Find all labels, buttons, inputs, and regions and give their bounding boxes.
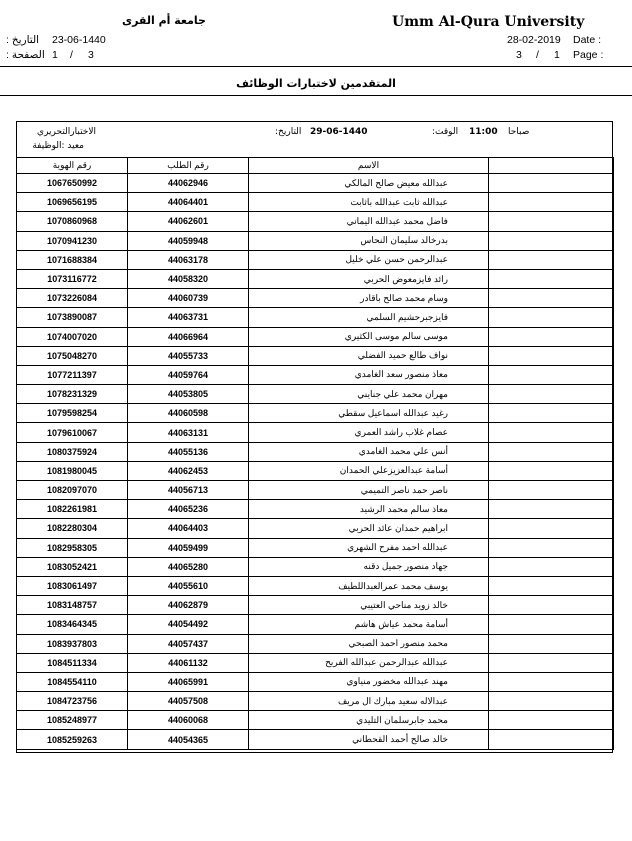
cell-request: 44060598 bbox=[128, 404, 249, 423]
table-row bbox=[17, 692, 614, 711]
cell-id: 1074007020 bbox=[17, 327, 128, 346]
table-row bbox=[17, 634, 614, 653]
header-rule bbox=[0, 66, 632, 67]
cell-id: 1083061497 bbox=[17, 576, 128, 595]
cell-blank bbox=[489, 519, 614, 538]
cell-request: 44059948 bbox=[128, 231, 249, 250]
table-row bbox=[17, 385, 614, 404]
table-row bbox=[17, 193, 614, 212]
table-row bbox=[17, 365, 614, 384]
table-row bbox=[17, 346, 614, 365]
table-row bbox=[17, 308, 614, 327]
cell-blank bbox=[489, 481, 614, 500]
cell-request: 44060739 bbox=[128, 289, 249, 308]
cell-id: 1073226084 bbox=[17, 289, 128, 308]
exam-period: صباحا bbox=[508, 127, 530, 137]
date-label-ar: التاريخ : bbox=[6, 34, 40, 46]
cell-name: فاضل محمد عبدالله اليماني bbox=[249, 212, 489, 231]
cell-request: 44063178 bbox=[128, 250, 249, 269]
cell-id: 1083937803 bbox=[17, 634, 128, 653]
cell-id: 1071688384 bbox=[17, 250, 128, 269]
page-total-ar: 3 bbox=[88, 49, 94, 61]
cell-blank bbox=[489, 538, 614, 557]
col-header-name: الاسم bbox=[249, 158, 489, 174]
cell-blank bbox=[489, 193, 614, 212]
cell-blank bbox=[489, 615, 614, 634]
cell-name: خالد زويد مناحي العتيبي bbox=[249, 596, 489, 615]
cell-blank bbox=[489, 250, 614, 269]
cell-request: 44061132 bbox=[128, 653, 249, 672]
cell-name: عبدالله معيض صالح المالكي bbox=[249, 174, 489, 193]
cell-blank bbox=[489, 596, 614, 615]
cell-id: 1075048270 bbox=[17, 346, 128, 365]
cell-request: 44055733 bbox=[128, 346, 249, 365]
table-row bbox=[17, 653, 614, 672]
cell-id: 1077211397 bbox=[17, 365, 128, 384]
table-row bbox=[17, 174, 614, 193]
exam-date-value: 29-06-1440 bbox=[310, 127, 368, 137]
cell-blank bbox=[489, 557, 614, 576]
table-row bbox=[17, 596, 614, 615]
table-row bbox=[17, 500, 614, 519]
cell-blank bbox=[489, 289, 614, 308]
cell-blank bbox=[489, 212, 614, 231]
cell-request: 44054492 bbox=[128, 615, 249, 634]
cell-request: 44055136 bbox=[128, 442, 249, 461]
table-row bbox=[17, 481, 614, 500]
cell-id: 1085259263 bbox=[17, 730, 128, 749]
cell-id: 1080375924 bbox=[17, 442, 128, 461]
cell-name: عصام غلاب راشد العمري bbox=[249, 423, 489, 442]
cell-blank bbox=[489, 711, 614, 730]
cell-id: 1073890087 bbox=[17, 308, 128, 327]
table-row bbox=[17, 711, 614, 730]
table-row bbox=[17, 461, 614, 480]
cell-request: 44063731 bbox=[128, 308, 249, 327]
cell-id: 1082097070 bbox=[17, 481, 128, 500]
cell-id: 1082280304 bbox=[17, 519, 128, 538]
table-row bbox=[17, 730, 614, 749]
cell-name: عبدالرحمن حسن علي خليل bbox=[249, 250, 489, 269]
col-header-blank bbox=[489, 158, 614, 174]
cell-id: 1082958305 bbox=[17, 538, 128, 557]
cell-name: موسى سالم موسى الكثيري bbox=[249, 327, 489, 346]
page-total-en: 3 bbox=[516, 49, 522, 61]
page-sep-ar: / bbox=[70, 49, 73, 61]
table-row bbox=[17, 576, 614, 595]
cell-blank bbox=[489, 346, 614, 365]
job-title: معيد :الوظيفة bbox=[32, 141, 84, 151]
cell-request: 44063131 bbox=[128, 423, 249, 442]
cell-request: 44062946 bbox=[128, 174, 249, 193]
exam-time-value: 11:00 bbox=[469, 127, 498, 137]
cell-request: 44064403 bbox=[128, 519, 249, 538]
cell-id: 1082261981 bbox=[17, 500, 128, 519]
table-row bbox=[17, 250, 614, 269]
cell-name: أسامة محمد عياش هاشم bbox=[249, 615, 489, 634]
cell-request: 44062453 bbox=[128, 461, 249, 480]
page-num-ar: 1 bbox=[52, 49, 58, 61]
cell-blank bbox=[489, 269, 614, 288]
table-row bbox=[17, 404, 614, 423]
cell-name: محمد منصور احمد الصبحي bbox=[249, 634, 489, 653]
page-label-en: Page : bbox=[573, 49, 604, 61]
cell-name: عبدالله احمد مفرح الشهري bbox=[249, 538, 489, 557]
cell-name: عبدالله عبدالرحمن عبدالله الفريح bbox=[249, 653, 489, 672]
table-row bbox=[17, 557, 614, 576]
university-name-ar: جامعة أم القرى bbox=[122, 14, 206, 27]
cell-request: 44065280 bbox=[128, 557, 249, 576]
cell-id: 1079610067 bbox=[17, 423, 128, 442]
cell-request: 44053805 bbox=[128, 385, 249, 404]
cell-blank bbox=[489, 730, 614, 749]
table-header-row bbox=[17, 158, 614, 174]
col-header-id: رقم الهوية bbox=[17, 158, 128, 174]
table-row bbox=[17, 423, 614, 442]
cell-request: 44066964 bbox=[128, 327, 249, 346]
cell-request: 44057437 bbox=[128, 634, 249, 653]
cell-request: 44062601 bbox=[128, 212, 249, 231]
cell-blank bbox=[489, 634, 614, 653]
cell-id: 1084554110 bbox=[17, 672, 128, 691]
cell-name: ناصر حمد ناصر التميمي bbox=[249, 481, 489, 500]
cell-request: 44058320 bbox=[128, 269, 249, 288]
cell-request: 44059499 bbox=[128, 538, 249, 557]
table-row bbox=[17, 212, 614, 231]
cell-request: 44059764 bbox=[128, 365, 249, 384]
cell-blank bbox=[489, 308, 614, 327]
cell-blank bbox=[489, 672, 614, 691]
cell-name: يوسف محمد عمرالعبداللطيف bbox=[249, 576, 489, 595]
cell-request: 44065236 bbox=[128, 500, 249, 519]
cell-id: 1084723756 bbox=[17, 692, 128, 711]
cell-blank bbox=[489, 692, 614, 711]
cell-id: 1083148757 bbox=[17, 596, 128, 615]
cell-blank bbox=[489, 327, 614, 346]
cell-name: محمد جابرسلمان التليدي bbox=[249, 711, 489, 730]
cell-request: 44057508 bbox=[128, 692, 249, 711]
cell-name: أنس علي محمد الغامدي bbox=[249, 442, 489, 461]
cell-name: مهند عبدالله مخضور منياوي bbox=[249, 672, 489, 691]
cell-id: 1083464345 bbox=[17, 615, 128, 634]
cell-id: 1085248977 bbox=[17, 711, 128, 730]
cell-id: 1067650992 bbox=[17, 174, 128, 193]
exam-type: الاختبارالتحريري bbox=[37, 127, 96, 137]
cell-blank bbox=[489, 423, 614, 442]
cell-request: 44060068 bbox=[128, 711, 249, 730]
page-num-en: 1 bbox=[554, 49, 560, 61]
cell-blank bbox=[489, 500, 614, 519]
cell-name: ابراهيم حمدان عائد الحربي bbox=[249, 519, 489, 538]
table-row bbox=[17, 231, 614, 250]
cell-name: جهاد منصور جميل دقنه bbox=[249, 557, 489, 576]
table-row bbox=[17, 269, 614, 288]
cell-id: 1081980045 bbox=[17, 461, 128, 480]
cell-name: عبدالله ثابت عبدالله باثابت bbox=[249, 193, 489, 212]
title-rule bbox=[0, 95, 632, 96]
date-value-en: 28-02-2019 bbox=[507, 34, 561, 46]
col-header-request: رقم الطلب bbox=[128, 158, 249, 174]
date-label-en: Date : bbox=[573, 34, 602, 46]
cell-id: 1070941230 bbox=[17, 231, 128, 250]
cell-request: 44055610 bbox=[128, 576, 249, 595]
cell-name: معاذ سالم محمد الرشيد bbox=[249, 500, 489, 519]
cell-request: 44062879 bbox=[128, 596, 249, 615]
cell-id: 1078231329 bbox=[17, 385, 128, 404]
cell-blank bbox=[489, 385, 614, 404]
table-row bbox=[17, 672, 614, 691]
cell-request: 44065991 bbox=[128, 672, 249, 691]
cell-name: رائد فايزمعوض الحربي bbox=[249, 269, 489, 288]
table-row bbox=[17, 615, 614, 634]
cell-blank bbox=[489, 442, 614, 461]
cell-id: 1073116772 bbox=[17, 269, 128, 288]
table-row bbox=[17, 538, 614, 557]
cell-blank bbox=[489, 404, 614, 423]
cell-id: 1084511334 bbox=[17, 653, 128, 672]
cell-request: 44056713 bbox=[128, 481, 249, 500]
cell-name: مهران محمد علي جنايني bbox=[249, 385, 489, 404]
table-row bbox=[17, 327, 614, 346]
cell-name: نواف طالع حميد الفضلي bbox=[249, 346, 489, 365]
cell-request: 44054365 bbox=[128, 730, 249, 749]
cell-name: فايزجبرحشيم السلمي bbox=[249, 308, 489, 327]
cell-id: 1069656195 bbox=[17, 193, 128, 212]
cell-blank bbox=[489, 231, 614, 250]
page-sep-en: / bbox=[536, 49, 539, 61]
cell-blank bbox=[489, 365, 614, 384]
table-row bbox=[17, 442, 614, 461]
cell-name: عبدالاله سعيد مبارك ال مريف bbox=[249, 692, 489, 711]
cell-name: رغيد عبدالله اسماعيل سقطي bbox=[249, 404, 489, 423]
cell-blank bbox=[489, 576, 614, 595]
cell-blank bbox=[489, 653, 614, 672]
cell-name: وسام محمد صالح باقادر bbox=[249, 289, 489, 308]
cell-blank bbox=[489, 461, 614, 480]
exam-date-label: :التاريخ bbox=[275, 127, 302, 137]
cell-name: أسامة عبدالعزيزعلي الحمدان bbox=[249, 461, 489, 480]
cell-id: 1070860968 bbox=[17, 212, 128, 231]
cell-request: 44064401 bbox=[128, 193, 249, 212]
cell-id: 1079598254 bbox=[17, 404, 128, 423]
date-value-ar: 23-06-1440 bbox=[52, 34, 106, 46]
cell-name: معاذ منصور سعد الغامدي bbox=[249, 365, 489, 384]
cell-name: خالد صالح أحمد القحطاني bbox=[249, 730, 489, 749]
page-label-ar: الصفحة : bbox=[6, 49, 45, 61]
cell-id: 1083052421 bbox=[17, 557, 128, 576]
exam-time-label: :الوقت bbox=[432, 127, 459, 137]
applicants-table bbox=[16, 157, 614, 750]
table-row bbox=[17, 519, 614, 538]
cell-blank bbox=[489, 174, 614, 193]
report-title: المتقدمين لاختبارات الوظائف bbox=[236, 77, 396, 90]
table-row bbox=[17, 289, 614, 308]
cell-name: بدرخالد سليمان النحاس bbox=[249, 231, 489, 250]
university-name-en: Umm Al-Qura University bbox=[392, 14, 585, 30]
